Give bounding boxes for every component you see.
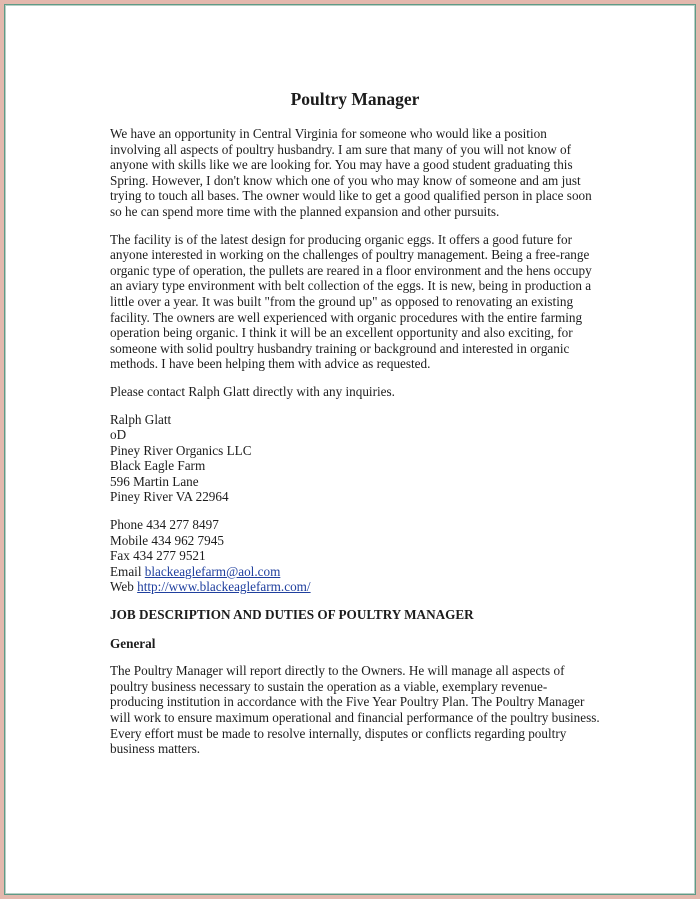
contact-details bbox=[110, 517, 600, 595]
contact-name: Ralph Glatt bbox=[110, 411, 172, 427]
document-page bbox=[110, 88, 600, 769]
farm-name: Black Eagle Farm bbox=[110, 458, 206, 474]
phone-number: Phone 434 277 8497 bbox=[110, 517, 219, 533]
general-paragraph: The Poultry Manager will report directly to the Owners. He will manage all aspects of poultry business necessary to sustain the operation as a viable, exemplary revenue-producing institution in accordance with the Five Year Poultry Plan. The Poultry Manager will work to ensure maximum operational and financial performance of the poultry business. Every effort must be made to resolve internally, disputes or conflicts regarding poultry business matters. bbox=[110, 663, 600, 757]
email-link[interactable]: blackeaglefarm@aol.com bbox=[144, 563, 281, 579]
email-line bbox=[110, 564, 600, 580]
intro-paragraph: We have an opportunity in Central Virginia for someone who would like a position involving all aspects of poultry husbandry. I am sure that many of you will not know of anyone with skills like we are looking for. You may have a good student graduating this Spring. However, I don't know which one of you who may know of someone and am just trying to touch all bases. The owner would like to get a good qualified person in place soon so he can spend more time with the planned expansion and other pursuits. bbox=[110, 126, 592, 219]
email-label: Email bbox=[110, 563, 145, 579]
street-address: 596 Martin Lane bbox=[110, 473, 199, 489]
web-line bbox=[110, 579, 600, 595]
contact-title: oD bbox=[110, 427, 127, 443]
subsection-heading: General bbox=[110, 635, 156, 651]
web-label: Web bbox=[110, 579, 138, 595]
contact-note: Please contact Ralph Glatt directly with any inquiries. bbox=[110, 383, 395, 399]
mobile-number: Mobile 434 962 7945 bbox=[110, 532, 224, 548]
address-block bbox=[110, 412, 600, 506]
section-heading: JOB DESCRIPTION AND DUTIES OF POULTRY MANAGER bbox=[110, 607, 474, 623]
website-link[interactable]: http://www.blackeaglefarm.com/ bbox=[137, 579, 311, 595]
facility-paragraph: The facility is of the latest design for producing organic eggs. It offers a good future for anyone interested in working on the challenges of poultry management. Being a free-range organic type of operation, the pullets are reared in a floor environment and the hens occupy an aviary type environment with belt collection of the eggs. It is new, being in production a little over a year. It was built "from the ground up" as opposed to renovating an existing facility. The owners are well experienced with organic procedures with the entire farming operation being organic. I think it will be an excellent opportunity and also exciting, for someone with solid poultry husbandry training or background and interested in organic methods. I have been helping them with advice as requested. bbox=[110, 231, 592, 372]
document-title: Poultry Manager bbox=[290, 89, 420, 109]
fax-number: Fax 434 277 9521 bbox=[110, 548, 206, 564]
city-address: Piney River VA 22964 bbox=[110, 489, 229, 505]
company-name: Piney River Organics LLC bbox=[110, 442, 252, 458]
